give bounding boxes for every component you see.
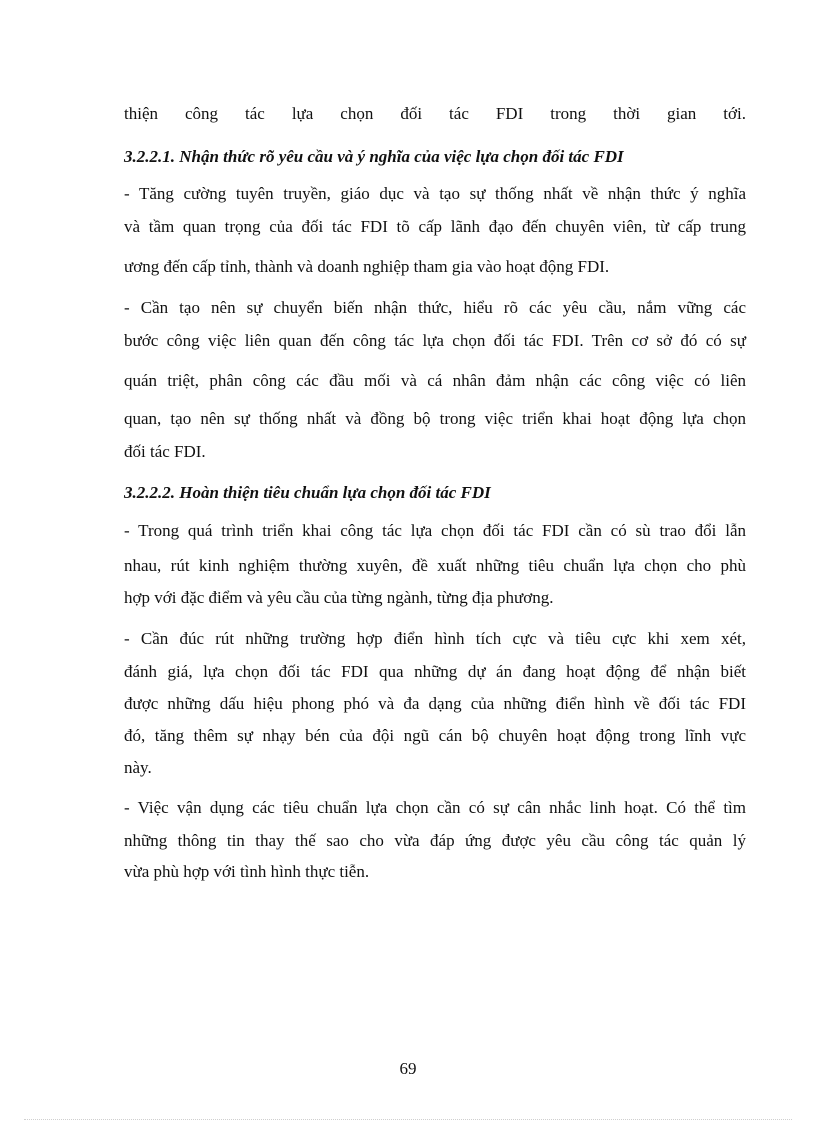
paragraph-line: đó, tăng thêm sự nhạy bén của đội ngũ cán bộ chuyên hoạt động trong lĩnh vực [124, 726, 746, 745]
paragraph-line: và tầm quan trọng của đối tác FDI tõ cấp lãnh đạo đến chuyên viên, từ cấp trung [124, 217, 746, 236]
paragraph-line: được những dấu hiệu phong phó và đa dạng của những điển hình về đối tác FDI [124, 694, 746, 713]
paragraph-line: - Việc vận dụng các tiêu chuẩn lựa chọn cần có sự cân nhắc linh hoạt. Có thể tìm [124, 798, 746, 817]
paragraph-line: đánh giá, lựa chọn đối tác FDI qua những dự án đang hoạt động để nhận biết [124, 662, 746, 681]
paragraph-line: vừa phù hợp với tình hình thực tiễn. [124, 862, 370, 881]
paragraph-line: - Cần đúc rút những trường hợp điển hình tích cực và tiêu cực khi xem xét, [124, 629, 746, 648]
paragraph-line: đối tác FDI. [124, 442, 206, 461]
paragraph-line: - Trong quá trình triển khai công tác lựa chọn đối tác FDI cần có sù trao đổi lẫn [124, 521, 746, 540]
paragraph-line: nhau, rút kinh nghiệm thường xuyên, đề xuất những tiêu chuẩn lựa chọn cho phù [124, 556, 746, 575]
page-number: 69 [399, 1059, 417, 1078]
paragraph-line: ương đến cấp tỉnh, thành và doanh nghiệp tham gia vào hoạt động FDI. [124, 257, 610, 276]
paragraph-line: - Cần tạo nên sự chuyển biến nhận thức, hiểu rõ các yêu cầu, nắm vững các [124, 298, 746, 317]
paragraph-line: thiện công tác lựa chọn đối tác FDI trong thời gian tới. [124, 104, 746, 123]
page-bottom-divider [24, 1119, 792, 1120]
paragraph-line: - Tăng cường tuyên truyền, giáo dục và tạo sự thống nhất về nhận thức ý nghĩa [124, 184, 746, 203]
paragraph-line: những thông tin thay thế sao cho vừa đáp ứng được yêu cầu công tác quản lý [124, 831, 746, 850]
section-heading: 3.2.2.1. Nhận thức rõ yêu cầu và ý nghĩa của việc lựa chọn đối tác FDI [124, 147, 624, 166]
section-heading: 3.2.2.2. Hoàn thiện tiêu chuẩn lựa chọn đối tác FDI [124, 483, 491, 502]
paragraph-line: quán triệt, phân công các đầu mối và cá nhân đảm nhận các công việc có liên [124, 371, 746, 390]
paragraph-line: quan, tạo nên sự thống nhất và đồng bộ trong việc triển khai hoạt động lựa chọn [124, 409, 746, 428]
paragraph-line: bước công việc liên quan đến công tác lựa chọn đối tác FDI. Trên cơ sở đó có sự [124, 331, 746, 350]
paragraph-line: này. [124, 758, 152, 777]
paragraph-line: hợp với đặc điểm và yêu cầu của từng ngành, từng địa phương. [124, 588, 554, 607]
